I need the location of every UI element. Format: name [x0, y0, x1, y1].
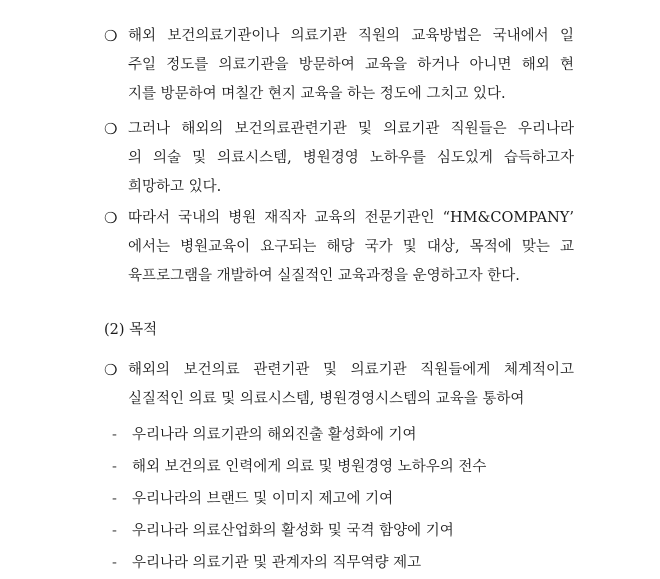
text-line: 따라서 국내의 병원 재직자 교육의 전문기관인 “HM&COMPANY’	[128, 210, 574, 226]
dash-bullet: -	[112, 555, 117, 571]
goal-list-item	[112, 551, 421, 575]
text-line: 해외 보건의료기관이나 의료기관 직원의 교육방법은 국내에서 일	[128, 28, 574, 44]
circle-bullet-icon: ❍	[104, 361, 118, 379]
text-line: 의 의술 및 의료시스템, 병원경영 노하우를 심도있게 습득하고자	[128, 150, 574, 166]
text-line: 에서는 병원교육이 요구되는 해당 국가 및 대상, 목적에 맞는 교	[128, 239, 574, 255]
text-line: 희망하고 있다.	[128, 179, 222, 195]
goal-text: 우리나라 의료산업화의 활성화 및 국격 함양에 기여	[132, 523, 454, 539]
text-line: 실질적인 의료 및 의료시스템, 병원경영시스템의 교육을 통하여	[128, 391, 525, 407]
text-line: 그러나 해외의 보건의료관련기관 및 의료기관 직원들은 우리나라	[128, 121, 574, 137]
goal-list-item	[112, 519, 454, 543]
goal-text: 우리나라 의료기관 및 관계자의 직무역량 제고	[132, 555, 422, 571]
text-line: 지를 방문하여 며칠간 현지 교육을 하는 정도에 그치고 있다.	[128, 86, 506, 102]
goal-list-item	[112, 487, 393, 511]
circle-bullet-icon: ❍	[104, 209, 118, 227]
dash-bullet: -	[112, 491, 117, 507]
dash-bullet: -	[112, 427, 117, 443]
dash-bullet: -	[112, 523, 117, 539]
text-line: 주일 정도를 의료기관을 방문하여 교육을 하거나 아니면 해외 현	[128, 57, 574, 73]
goal-list-item	[112, 455, 486, 479]
background-paragraph-1	[104, 22, 574, 109]
section-heading-purpose: (2) 목적	[104, 322, 158, 338]
goal-list-item	[112, 423, 417, 447]
purpose-intro-paragraph	[104, 356, 574, 414]
goal-text: 우리나라의 브랜드 및 이미지 제고에 기여	[132, 491, 394, 507]
dash-bullet: -	[112, 459, 117, 475]
goal-text: 우리나라 의료기관의 해외진출 활성화에 기여	[132, 427, 417, 443]
text-line: 육프로그램을 개발하여 실질적인 교육과정을 운영하고자 한다.	[128, 268, 520, 284]
background-paragraph-3	[104, 204, 574, 291]
goal-text: 해외 보건의료 인력에게 의료 및 병원경영 노하우의 전수	[132, 459, 487, 475]
text-line: 해외의 보건의료 관련기관 및 의료기관 직원들에게 체계적이고	[128, 362, 574, 378]
circle-bullet-icon: ❍	[104, 120, 118, 138]
background-paragraph-2	[104, 115, 574, 202]
circle-bullet-icon: ❍	[104, 27, 118, 45]
